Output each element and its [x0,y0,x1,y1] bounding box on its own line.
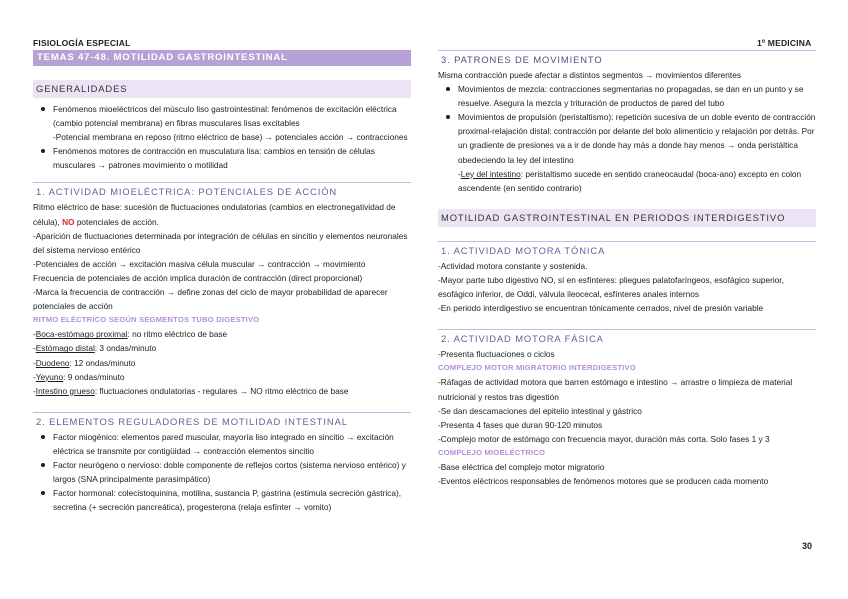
document-title: TEMAS 47-48. MOTILIDAD GASTROINTESTINAL [33,50,411,66]
segment-label: Intestino grueso [35,385,95,396]
line: -Potenciales de acción → excitación masiva célula muscular → contracción → movimiento [33,258,366,269]
segment-label: Estómago distal [35,343,95,354]
term-text: : peristaltismo sucede en sentido craneocaudal (boca-ano) excepto en colon ascendente (en sentido contrario) [458,168,802,193]
rhythm-row: -Yeyuno: 9 ondas/minuto [33,371,125,382]
line: -Mayor parte tubo digestivo NO, sí en esfínteres: pliegues palatofaríngeos, esofágico superior, esofágico inferior, de Oddi, válvula ileocecal, esfínteres anales internos [438,274,784,300]
line: -Ráfagas de actividad motora que barren estómago e intestino → arrastre o limpieza de material nutricional y restos tras digestión [438,377,793,402]
line: -Complejo motor de estómago con frecuencia mayor, duración más corta. Solo fases 1 y 3 [438,433,770,444]
generalidades-list [33,102,411,172]
line: -Marca la frecuencia de contracción → define zonas del ciclo de mayor probabilidad de aparecer potenciales de acción [33,287,388,312]
paragraph: Misma contracción puede afectar a distintos segmentos → movimientos diferentes [438,70,741,80]
section-heading-elementos-reguladores: 2. ELEMENTOS REGULADORES DE MOTILIDAD INTESTINAL [33,412,411,430]
list-item [53,486,411,514]
segment-value: : 9 ondas/minuto [63,371,125,382]
list-item [458,82,816,110]
list-item [458,110,816,195]
segment-value: : 3 ondas/minuto [94,343,157,354]
line: -Presenta fluctuaciones o ciclos [438,349,555,360]
bullet-text: Movimientos de propulsión (peristaltismo): repetición sucesiva de un doble evento de contracción proximal-relajación distal: contracción por delante del bolo alimenticio y relajación por detrás. Por un gradiente de presiones va a ir de donde hay más a donde hay menos → onda peristáltica obedeciendo la ley del intestino [458,112,816,165]
segment-value: : fluctuaciones ondulatorias - regulares → NO ritmo eléctrico de base [94,385,349,396]
segment-label: Duodeno [35,357,70,368]
bullet-text: Factor neurógeno o nervioso: doble componente de reflejos cortos (sistema nervioso entérico) y largos (SNA principalmente parasimpático) [53,459,406,485]
subsection-title: RITMO ELÉCTRICO SEGÚN SEGMENTOS TUBO DIGESTIVO [33,315,260,325]
list-item [53,458,411,486]
rhythm-row: -Boca-estómago proximal: no ritmo eléctrico de base [33,329,228,340]
line: -Eventos eléctricos responsables de fenómenos motores que se producen cada momento [438,476,769,487]
line: Frecuencia de potenciales de acción implica duración de contracción (direct proporcional) [33,272,363,283]
line: -Presenta 4 fases que duran 90-120 minutos [438,419,603,430]
paragraph [33,200,411,228]
subsection-title: COMPLEJO MOTOR MIGRATORIO INTERDIGESTIVO [438,363,636,373]
emphasis-no: NO [62,216,75,227]
line: -Base eléctrica del complejo motor migratorio [438,461,605,472]
segment-label: Yeyuno [35,371,64,382]
term-label: Ley del intestino [460,168,521,179]
bullet-text: Factor miogénico: elementos pared muscular, mayoría liso integrado en sincitio → excitación eléctrica se transmite por contigüidad → contracción elementos sincitio [53,431,394,456]
list-item [53,144,411,172]
segment-value: : 12 ondas/minuto [69,357,136,368]
page-number: 30 [802,541,813,551]
line: -Aparición de fluctuaciones determinada por integración de células en sincitio y elementos neuronales del sistema nervioso entérico [33,230,408,255]
list-item [53,102,411,144]
interdigestivo-heading: MOTILIDAD GASTROINTESTINAL EN PERIODOS INTERDIGESTIVO [438,209,816,227]
rhythm-row: -Duodeno: 12 ondas/minuto [33,357,136,368]
line: -Se dan descamaciones del epitelio intestinal y gástrico [438,405,642,416]
bullet-subtext: -Ley del intestino: peristaltismo sucede en sentido craneocaudal (boca-ano) excepto en colon ascendente (en sentido contrario) [458,168,802,193]
segment-value: : no ritmo eléctrico de base [127,329,228,340]
line: -En periodo interdigestivo se encuentran tónicamente cerrados, nivel de presión variable [438,303,764,314]
line: -Actividad motora constante y sostenida. [438,260,588,271]
reguladores-list [33,430,411,515]
list-item [53,430,411,458]
subsection-title: COMPLEJO MIOELÉCTRICO [438,447,546,457]
bullet-text: Fenómenos mioeléctricos del músculo liso gastrointestinal: fenómenos de excitación eléctrica (cambio potencial membrana) en fibras musculares lisas excitables [53,104,397,129]
right-column [438,50,816,488]
section-heading-patrones: 3. PATRONES DE MOVIMIENTO [438,50,816,68]
text: potenciales de acción. [74,216,159,227]
section-heading-motora-tonica: 1. ACTIVIDAD MOTORA TÓNICA [438,241,816,259]
left-column [33,50,411,514]
bullet-subtext: -Potencial membrana en reposo (ritmo eléctrico de base) → potenciales acción → contracciones [53,132,408,143]
section-heading-actividad-mioelectrica: 1. ACTIVIDAD MIOELÉCTRICA: POTENCIALES DE ACCIÓN [33,182,411,200]
segment-label: Boca-estómago proximal [35,329,128,340]
bullet-text: Factor hormonal: colecistoquinina, motilina, sustancia P, gastrina (estimula secreción gástrica), secretina (+ secreción pancreática), progesterona (relaja esfínter → vomito) [53,488,402,513]
generalidades-heading: GENERALIDADES [33,80,411,98]
rhythm-row: -Intestino grueso: fluctuaciones ondulatorias - regulares → NO ritmo eléctrico de base [33,385,349,396]
section-heading-motora-fasica: 2. ACTIVIDAD MOTORA FÁSICA [438,329,816,347]
bullet-text: Movimientos de mezcla: contracciones segmentarias no propagadas, se dan en un punto y se resuelve. Asegura la mezcla y trituración de productos de pared del tubo [458,84,804,109]
bullet-text: Fenómenos motores de contracción en musculatura lisa: cambios en tensión de células musculares → patrones movimiento o motilidad [53,146,375,171]
text: Ritmo eléctrico de base: sucesión de fluctuaciones ondulatorias (cambios en electronegatividad de célula), [33,202,396,227]
patrones-list [438,82,816,195]
rhythm-row: -Estómago distal: 3 ondas/minuto [33,343,157,354]
header-course: 1º MEDICINA [757,38,812,48]
header-subject: FISIOLOGÍA ESPECIAL [33,38,131,48]
